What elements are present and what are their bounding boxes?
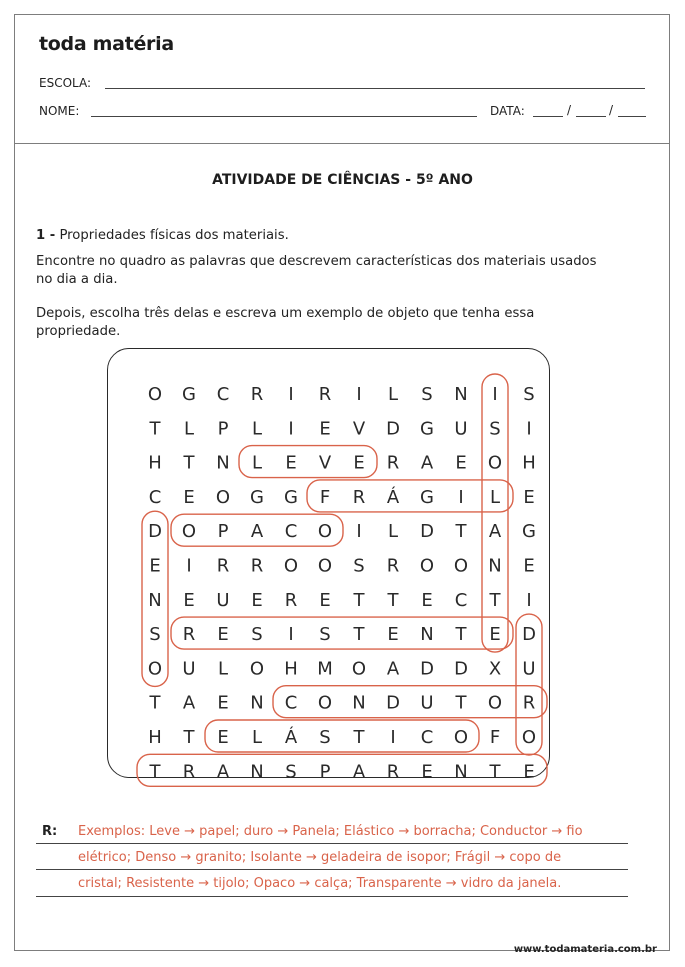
- answer-rule-3: [36, 896, 628, 897]
- grid-letter: R: [352, 486, 366, 508]
- footer-url: www.todamateria.com.br: [513, 944, 657, 955]
- grid-letter: E: [251, 589, 263, 611]
- school-line: [105, 88, 645, 89]
- word-search-grid: [107, 348, 550, 783]
- grid-letter: I: [526, 589, 532, 611]
- instruction-2: Depois, escolha três delas e escreva um exemplo de objeto que tenha essa propriedade.: [36, 306, 535, 339]
- grid-letter: V: [318, 452, 332, 474]
- grid-letter: C: [216, 384, 230, 405]
- date-separator-1: /: [567, 103, 572, 117]
- grid-letter: L: [251, 727, 263, 748]
- grid-letter: O: [147, 384, 163, 405]
- grid-letter: T: [149, 418, 161, 440]
- grid-letter: I: [288, 624, 294, 646]
- grid-letter: T: [387, 589, 399, 611]
- grid-letter: T: [183, 452, 195, 474]
- grid-letter: S: [421, 384, 433, 405]
- grid-letter: P: [217, 418, 229, 440]
- grid-letter: O: [249, 658, 265, 680]
- grid-letter: E: [285, 452, 297, 474]
- grid-letter: R: [284, 589, 298, 611]
- grid-letter: S: [285, 761, 297, 783]
- school-label: ESCOLA:: [39, 76, 92, 90]
- grid-letter: C: [284, 521, 298, 543]
- highlight-condutor: [273, 686, 547, 718]
- grid-letter: R: [250, 384, 264, 405]
- highlight-elástico: [205, 720, 479, 752]
- grid-letter: H: [284, 658, 298, 680]
- grid-letter: T: [489, 761, 501, 783]
- date-day-line: [533, 116, 563, 117]
- grid-letter: R: [250, 555, 264, 577]
- grid-letter: G: [250, 486, 264, 508]
- grid-letter: O: [317, 521, 333, 543]
- grid-letter: S: [319, 624, 331, 646]
- grid-letter: E: [319, 589, 331, 611]
- grid-letter: A: [250, 521, 264, 543]
- grid-letter: H: [148, 727, 162, 748]
- grid-letter: R: [522, 692, 536, 714]
- grid-letter: G: [420, 418, 434, 440]
- grid-letter: D: [420, 521, 434, 543]
- grid-letter: M: [317, 658, 333, 680]
- grid-letter: T: [149, 692, 161, 714]
- grid-letter: C: [148, 486, 162, 508]
- name-label: NOME:: [39, 104, 80, 118]
- grid-letter: O: [317, 692, 333, 714]
- grid-letter: E: [523, 486, 535, 508]
- grid-letter: S: [149, 624, 161, 646]
- grid-letter: A: [488, 521, 502, 543]
- grid-letter: R: [318, 384, 332, 405]
- grid-letter: E: [217, 624, 229, 646]
- grid-letter: O: [487, 692, 503, 714]
- grid-letter: O: [453, 727, 469, 748]
- grid-letter: E: [387, 624, 399, 646]
- grid-letter: N: [488, 555, 502, 577]
- grid-letter: N: [454, 761, 468, 783]
- grid-letter: N: [148, 589, 162, 611]
- answer-rule-1: [36, 843, 628, 844]
- grid-letter: S: [353, 555, 365, 577]
- grid-letter: R: [182, 761, 196, 783]
- grid-letter: E: [421, 589, 433, 611]
- grid-letter: L: [489, 486, 501, 508]
- question-heading: [36, 227, 616, 245]
- grid-letter: G: [182, 384, 196, 405]
- grid-letter: L: [251, 452, 263, 474]
- grid-letter: O: [283, 555, 299, 577]
- grid-letter: I: [186, 555, 192, 577]
- grid-letter: L: [251, 418, 263, 440]
- grid-letter: T: [353, 727, 365, 748]
- grid-letter: N: [420, 624, 434, 646]
- grid-letter: I: [288, 418, 294, 440]
- grid-letter: I: [526, 418, 532, 440]
- grid-letter: N: [454, 384, 468, 405]
- grid-letter: G: [420, 486, 434, 508]
- grid-letter: O: [215, 486, 231, 508]
- grid-letter: U: [454, 418, 468, 440]
- grid-letter: E: [183, 486, 195, 508]
- grid-letter: C: [454, 589, 468, 611]
- grid-letter: E: [523, 761, 535, 783]
- instruction-1: Encontre no quadro as palavras que descrevem características dos materiais usados no dia a dia.: [36, 254, 597, 287]
- answer-rule-2: [36, 869, 628, 870]
- grid-letter: E: [217, 727, 229, 748]
- grid-letter: U: [420, 692, 434, 714]
- grid-letter: U: [216, 589, 230, 611]
- grid-letter: R: [216, 555, 230, 577]
- grid-letter: E: [523, 555, 535, 577]
- grid-letter: H: [522, 452, 536, 474]
- date-month-line: [576, 116, 606, 117]
- grid-letter: T: [455, 624, 467, 646]
- grid-letter: I: [492, 384, 498, 405]
- name-line: [91, 116, 477, 117]
- date-label: DATA:: [490, 104, 525, 118]
- grid-letter: G: [522, 521, 536, 543]
- grid-letter: T: [489, 589, 501, 611]
- grid-letter: R: [386, 761, 400, 783]
- grid-letter: T: [353, 624, 365, 646]
- grid-letter: I: [390, 727, 396, 748]
- grid-letter: D: [522, 624, 536, 646]
- grid-letter: H: [148, 452, 162, 474]
- grid-letter: I: [356, 384, 362, 405]
- grid-letter: P: [319, 761, 331, 783]
- grid-letter: R: [386, 555, 400, 577]
- answer-line-2: elétrico; Denso → granito; Isolante → geladeira de isopor; Frágil → copo de: [78, 850, 562, 865]
- grid-letter: U: [182, 658, 196, 680]
- grid-letter: D: [386, 692, 400, 714]
- grid-letter: U: [522, 658, 536, 680]
- grid-letter: X: [488, 658, 502, 680]
- grid-letter: F: [489, 727, 501, 748]
- answer-line-1: Exemplos: Leve → papel; duro → Panela; Elástico → borracha; Conductor → fio: [78, 824, 583, 839]
- grid-letter: R: [386, 452, 400, 474]
- grid-letter: D: [454, 658, 468, 680]
- grid-letter: L: [387, 384, 399, 405]
- grid-letter: C: [284, 692, 298, 714]
- grid-letter: T: [183, 727, 195, 748]
- grid-letter: L: [217, 658, 229, 680]
- grid-letter: F: [319, 486, 331, 508]
- grid-letter: A: [386, 658, 400, 680]
- date-year-line: [618, 116, 646, 117]
- grid-letter: E: [319, 418, 331, 440]
- grid-letter: O: [453, 555, 469, 577]
- grid-letter: O: [487, 452, 503, 474]
- grid-letter: L: [387, 521, 399, 543]
- grid-letter: O: [521, 727, 537, 748]
- page-title: ATIVIDADE DE CIÊNCIAS - 5º ANO: [212, 172, 473, 188]
- grid-letter: O: [419, 555, 435, 577]
- grid-letter: T: [353, 589, 365, 611]
- grid-letter: N: [250, 761, 264, 783]
- logo: toda matéria: [39, 33, 174, 55]
- grid-letter: G: [284, 486, 298, 508]
- grid-letter: D: [420, 658, 434, 680]
- grid-letter: I: [356, 521, 362, 543]
- grid-letter: O: [351, 658, 367, 680]
- grid-letter: T: [455, 692, 467, 714]
- worksheet-header: [15, 15, 669, 144]
- question-number: 1 -: [36, 228, 56, 243]
- grid-letter: A: [182, 692, 196, 714]
- grid-letter: P: [217, 521, 229, 543]
- grid-letter: I: [288, 384, 294, 405]
- grid-letter: N: [250, 692, 264, 714]
- grid-letter: Á: [284, 727, 298, 748]
- grid-letter: E: [149, 555, 161, 577]
- grid-letter: R: [182, 624, 196, 646]
- grid-letter: T: [149, 761, 161, 783]
- question-heading-text: Propriedades físicas dos materiais.: [59, 228, 289, 243]
- grid-letter: S: [489, 418, 501, 440]
- grid-letter: D: [148, 521, 162, 543]
- grid-letter: N: [216, 452, 230, 474]
- answer-label: R:: [42, 824, 58, 839]
- grid-letter: I: [458, 486, 464, 508]
- grid-letter: N: [352, 692, 366, 714]
- grid-letter: O: [317, 555, 333, 577]
- grid-letter: S: [251, 624, 263, 646]
- grid-letter: A: [352, 761, 366, 783]
- grid-letter: L: [183, 418, 195, 440]
- grid-letter: E: [489, 624, 501, 646]
- grid-letter: S: [319, 727, 331, 748]
- grid-letter: C: [420, 727, 434, 748]
- grid-letter: E: [421, 761, 433, 783]
- grid-letter: E: [455, 452, 467, 474]
- grid-letter: E: [183, 589, 195, 611]
- grid-letter: O: [181, 521, 197, 543]
- grid-letter: D: [386, 418, 400, 440]
- grid-letter: E: [353, 452, 365, 474]
- grid-letter: V: [352, 418, 366, 440]
- grid-letter: A: [216, 761, 230, 783]
- grid-letter: S: [523, 384, 535, 405]
- grid-letter: A: [420, 452, 434, 474]
- grid-letter: E: [217, 692, 229, 714]
- answer-line-3: cristal; Resistente → tijolo; Opaco → calça; Transparente → vidro da janela.: [78, 876, 562, 891]
- grid-letter: O: [147, 658, 163, 680]
- grid-letter: T: [455, 521, 467, 543]
- grid-letter: Á: [386, 486, 400, 508]
- date-separator-2: /: [609, 103, 614, 117]
